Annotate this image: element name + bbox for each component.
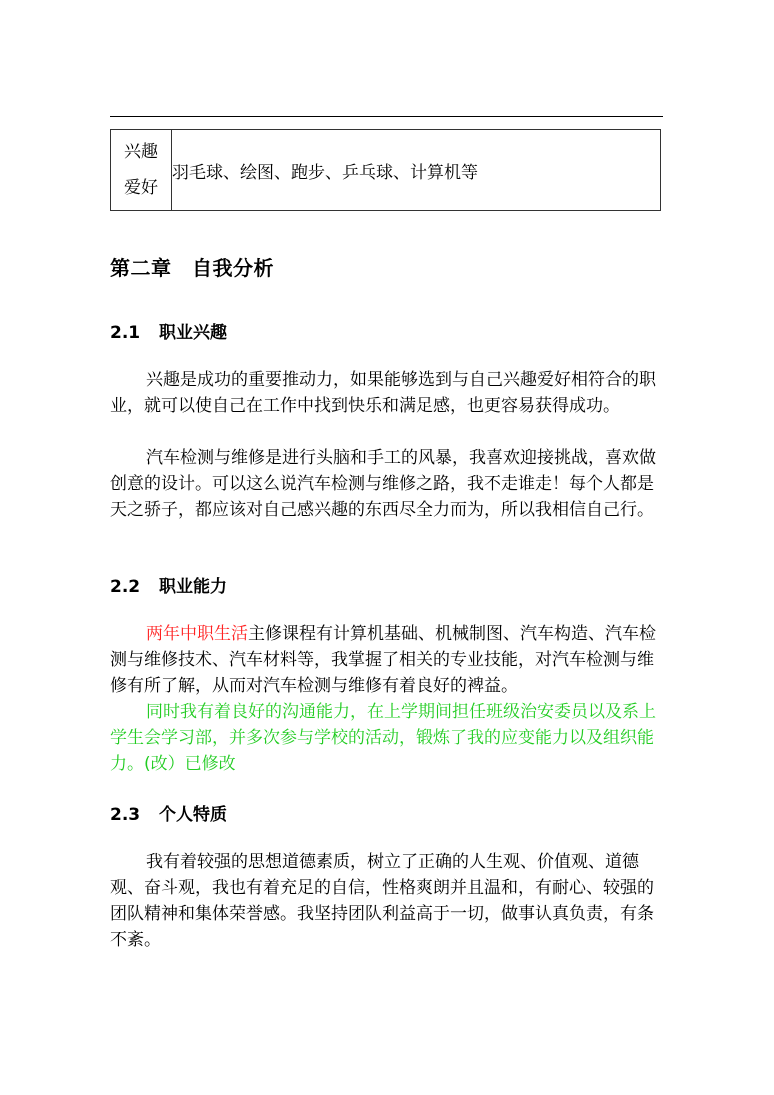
section-2-2-heading [110, 572, 227, 597]
section-title: 职业能力 [159, 577, 227, 597]
highlighted-text: 两年中职生活 [146, 624, 248, 644]
hobby-label-cell [111, 130, 172, 211]
section-number: 2.3 [110, 805, 141, 825]
section-2-1-heading [110, 318, 227, 343]
chapter-title: 第二章 自我分析 [110, 256, 274, 280]
section-title: 个人特质 [159, 805, 227, 825]
table-row [111, 130, 661, 211]
section-2-2-paragraph-2: 同时我有着良好的沟通能力，在上学期间担任班级治安委员以及系上学生会学习部，并多次参与学校的活动，锻炼了我的应变能力以及组织能力。(改）已修改 [110, 702, 656, 774]
section-2-3-heading [110, 800, 227, 825]
section-2-1-paragraph-1: 兴趣是成功的重要推动力，如果能够选到与自己兴趣爱好相符合的职业，就可以使自己在工作中找到快乐和满足感，也更容易获得成功。 [110, 370, 656, 416]
paragraph-text: 主修课程有计算机基础、机械制图、汽车构造、汽车检测与维修技术、汽车材料等，我掌握了相关的专业技能，对汽车检测与维修有所了解，从而对汽车检测与维修有着良好的裨益。 [110, 624, 656, 696]
hobby-table [110, 129, 661, 211]
hobby-label-line2: 爱好 [124, 178, 158, 198]
section-2-3-paragraph-1: 我有着较强的思想道德素质，树立了正确的人生观、价值观、道德观、奋斗观，我也有着充足的自信，性格爽朗并且温和，有耐心、较强的团队精神和集体荣誉感。我坚持团队利益高于一切，做事认真负责，有条不紊。 [110, 852, 654, 950]
hobby-value-cell: 羽毛球、绘图、跑步、乒乓球、计算机等 [172, 130, 661, 211]
section-2-2-paragraph-1 [110, 621, 668, 699]
section-number: 2.2 [110, 577, 141, 597]
section-title: 职业兴趣 [159, 323, 227, 343]
section-number: 2.1 [110, 323, 141, 343]
header-rule [110, 116, 663, 117]
hobby-label-line1: 兴趣 [124, 142, 158, 162]
section-2-1-paragraph-2: 汽车检测与维修是进行头脑和手工的风暴，我喜欢迎接挑战，喜欢做创意的设计。可以这么说汽车检测与维修之路，我不走谁走！每个人都是天之骄子，都应该对自己感兴趣的东西尽全力而为，所以我相信自己行。 [110, 448, 656, 520]
